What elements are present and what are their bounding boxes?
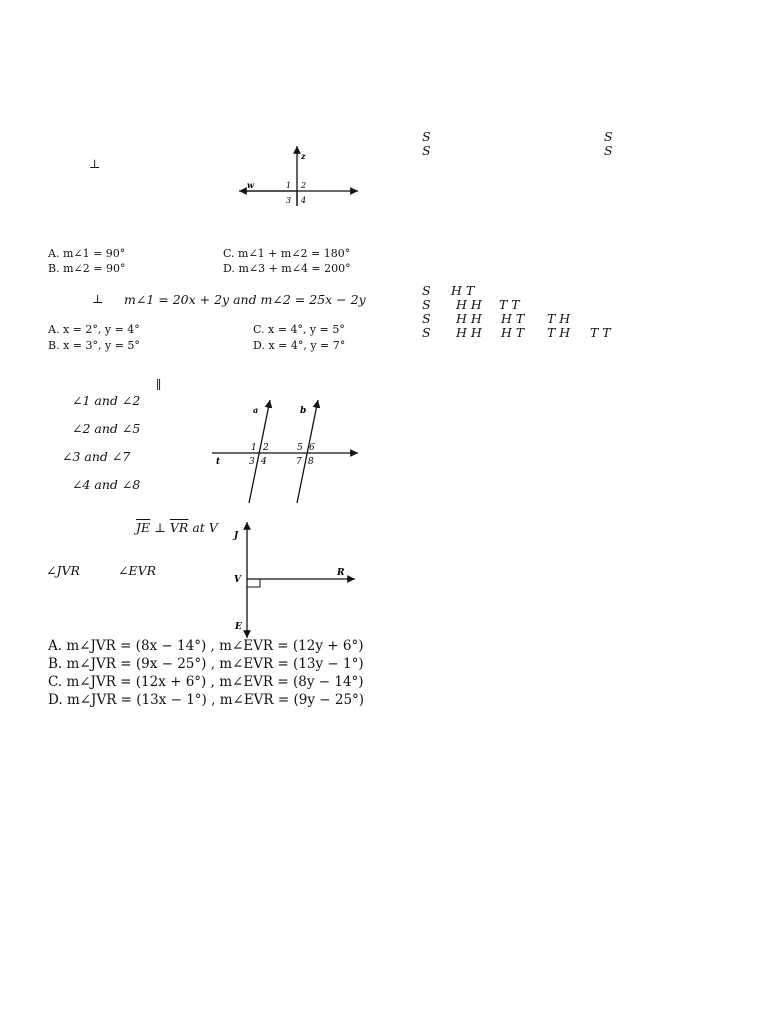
svg-text:6: 6 [309,443,315,453]
option-b[interactable]: B. x = 3°, y = 5° [48,339,140,352]
label-w: w [247,180,254,190]
option-b[interactable]: B. m∠2 = 90° [48,262,126,275]
sample-space-s: S [604,129,613,144]
option-a[interactable]: A. x = 2°, y = 4° [48,323,140,336]
label-v: V [234,575,241,585]
angle-evr-label: ∠EVR [118,563,157,578]
sample-space-s: S [422,297,431,312]
svg-text:3: 3 [249,457,255,467]
option-c[interactable]: C. m∠1 + m∠2 = 180° [223,247,351,260]
angle-pair-option[interactable]: ∠3 and ∠7 [62,449,131,464]
label-a: a [253,405,259,415]
angle-pair-option[interactable]: ∠1 and ∠2 [72,393,141,408]
option-a[interactable]: A. m∠JVR = (8x − 14°) , m∠EVR = (12y + 6°) [48,638,364,654]
perpendicular-rays-figure [228,518,363,643]
svg-text:8: 8 [308,457,314,467]
sample-space-s: S [422,143,431,158]
parallel-symbol: ∥ [156,378,162,392]
outcome: H T [501,325,525,340]
option-a[interactable]: A. m∠1 = 90° [48,247,126,260]
perpendicular-rays-statement: $\overline{JE}$ ⊥ $\overline{VR}$ at V [136,520,218,535]
outcome: H T [501,311,525,326]
label-z: z [301,151,306,161]
perpendicular-lines-figure [235,140,365,210]
perpendicular-symbol: ⊥ [89,157,101,171]
angle-label-2: 2 [301,181,307,190]
option-d[interactable]: D. m∠JVR = (13x − 1°) , m∠EVR = (9y − 25°) [48,692,365,708]
label-b: b [300,406,307,416]
angle-equation: m∠1 = 20x + 2y and m∠2 = 25x − 2y [124,292,366,307]
option-b[interactable]: B. m∠JVR = (9x − 25°) , m∠EVR = (13y − 1°) [48,656,364,672]
angle-label-4: 4 [301,196,307,205]
angle-label-3: 3 [286,196,292,205]
svg-text:2: 2 [263,443,269,453]
option-d[interactable]: D. m∠3 + m∠4 = 200° [223,262,351,275]
outcome: T T [590,325,611,340]
right-angle-mark [247,579,260,587]
sample-space-s: S [422,311,431,326]
angle-pair-option[interactable]: ∠4 and ∠8 [72,477,141,492]
label-e: E [235,622,242,632]
outcome: T H [547,325,571,340]
outcome: T T [499,297,520,312]
angle-pair-option[interactable]: ∠2 and ∠5 [72,421,141,436]
svg-text:7: 7 [296,457,302,467]
label-r: R [337,568,345,578]
outcome: H H [456,325,482,340]
svg-text:1: 1 [251,443,257,453]
sample-space-s: S [604,143,613,158]
outcome: T H [547,311,571,326]
svg-text:4: 4 [261,457,267,467]
sample-space-s: S [422,325,431,340]
option-d[interactable]: D. x = 4°, y = 7° [253,339,346,352]
perpendicular-symbol: ⊥ [92,292,104,306]
outcome: H H [456,311,482,326]
sample-space-s: S [422,283,431,298]
sample-space-s: S [422,129,431,144]
parallel-lines-transversal-figure [208,395,363,510]
svg-text:5: 5 [297,443,303,453]
label-j: J [234,531,239,541]
option-c[interactable]: C. m∠JVR = (12x + 6°) , m∠EVR = (8y − 14°) [48,674,364,690]
outcome: H T [451,283,475,298]
option-c[interactable]: C. x = 4°, y = 5° [253,323,345,336]
angle-label-1: 1 [286,181,292,190]
outcome: H H [456,297,482,312]
label-t: t [216,457,221,467]
angle-jvr-label: ∠JVR [46,563,80,578]
